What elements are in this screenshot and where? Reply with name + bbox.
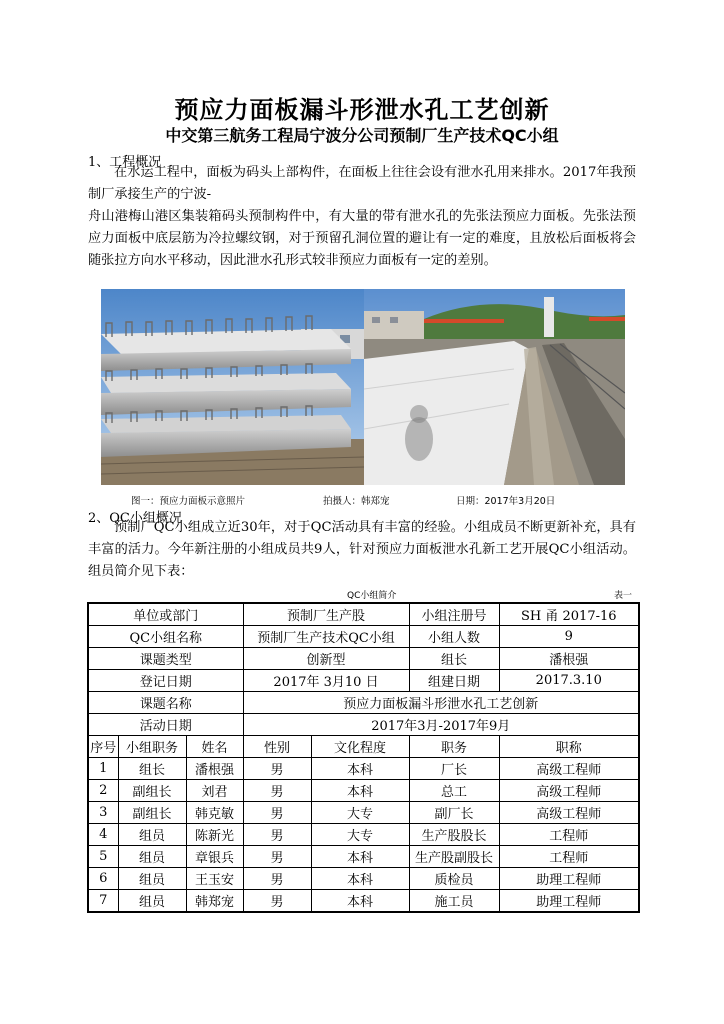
info-value: 预制厂生产股 xyxy=(243,603,409,626)
table-cell: 组长 xyxy=(118,758,186,780)
table-cell: 本科 xyxy=(311,758,409,780)
table-cell: 高级工程师 xyxy=(499,802,639,824)
table-cell: 生产股副股长 xyxy=(409,846,499,868)
info-label: 小组注册号 xyxy=(409,603,499,626)
table-cell: 组员 xyxy=(118,890,186,913)
column-header: 小组职务 xyxy=(118,736,186,758)
column-header: 职务 xyxy=(409,736,499,758)
info-label: 单位或部门 xyxy=(88,603,243,626)
info-value: 潘根强 xyxy=(499,648,639,670)
section1-paragraph-2: 舟山港梅山港区集装箱码头预制构件中，有大量的带有泄水孔的先张法预应力面板。先张法预应力面板中底层筋为冷拉螺纹钢，对于预留孔洞位置的避让有一定的难度，且放松后面板将会随张拉方向水平移动，因此泄水孔形式较非预应力面板有一定的差别。 xyxy=(88,209,636,268)
info-label: 组建日期 xyxy=(409,670,499,692)
column-header: 性别 xyxy=(243,736,311,758)
table-cell: 生产股股长 xyxy=(409,824,499,846)
table-caption: QC小组简介 xyxy=(347,591,397,601)
table-cell: 章银兵 xyxy=(186,846,243,868)
document-title: 预应力面板漏斗形泄水孔工艺创新 xyxy=(174,96,550,124)
info-label: QC小组名称 xyxy=(88,626,243,648)
table-cell: 2 xyxy=(88,780,118,802)
info-value: SH 甬 2017-16 xyxy=(499,603,639,626)
section1-paragraph-1: 在水运工程中，面板为码头上部构件，在面板上往往会设有泄水孔用来排水。2017年我预制厂承接生产的宁波- xyxy=(88,165,636,202)
table-cell: 高级工程师 xyxy=(499,780,639,802)
section1-heading: 1、工程概况 xyxy=(88,155,162,170)
table-cell: 1 xyxy=(88,758,118,780)
table-cell: 助理工程师 xyxy=(499,890,639,913)
table-cell: 施工员 xyxy=(409,890,499,913)
table-cell: 男 xyxy=(243,868,311,890)
info-label: 登记日期 xyxy=(88,670,243,692)
column-header: 文化程度 xyxy=(311,736,409,758)
column-header: 姓名 xyxy=(186,736,243,758)
table-cell: 7 xyxy=(88,890,118,913)
table-cell: 5 xyxy=(88,846,118,868)
table-row xyxy=(88,868,639,890)
topic-row xyxy=(88,692,639,714)
info-value: 2017年 3月10 日 xyxy=(243,670,409,692)
member-header-row xyxy=(88,736,639,758)
table-row xyxy=(88,824,639,846)
photo-production-yard xyxy=(364,289,625,485)
table-cell: 副组长 xyxy=(118,780,186,802)
document-subtitle: 中交第三航务工程局宁波分公司预制厂生产技术QC小组 xyxy=(165,126,559,145)
table-cell: 男 xyxy=(243,890,311,913)
table-cell: 总工 xyxy=(409,780,499,802)
table-cell: 男 xyxy=(243,824,311,846)
period-label: 活动日期 xyxy=(88,714,243,736)
table-cell: 刘君 xyxy=(186,780,243,802)
topic-label: 课题名称 xyxy=(88,692,243,714)
table-cell: 潘根强 xyxy=(186,758,243,780)
info-row xyxy=(88,626,639,648)
topic-value: 预应力面板漏斗形泄水孔工艺创新 xyxy=(243,692,639,714)
table-cell: 男 xyxy=(243,780,311,802)
table-cell: 助理工程师 xyxy=(499,868,639,890)
info-row xyxy=(88,648,639,670)
qc-group-table xyxy=(87,602,640,913)
photo-panel-stacks xyxy=(101,289,364,485)
table-label: 表一 xyxy=(614,591,633,601)
table-cell: 王玉安 xyxy=(186,868,243,890)
table-cell: 本科 xyxy=(311,868,409,890)
section1-body xyxy=(88,162,636,272)
info-value: 2017.3.10 xyxy=(499,670,639,692)
period-value: 2017年3月-2017年9月 xyxy=(243,714,639,736)
figure-photographer: 拍摄人：韩郑宠 xyxy=(323,496,390,507)
table-cell: 男 xyxy=(243,846,311,868)
table-cell: 高级工程师 xyxy=(499,758,639,780)
table-cell: 副厂长 xyxy=(409,802,499,824)
table-cell: 工程师 xyxy=(499,824,639,846)
panel-stacks-image xyxy=(101,289,364,485)
section2-heading: 2、QC小组概况 xyxy=(88,511,182,526)
info-row xyxy=(88,603,639,626)
table-cell: 厂长 xyxy=(409,758,499,780)
section2-body xyxy=(88,517,636,583)
table-row xyxy=(88,802,639,824)
table-cell: 韩郑宠 xyxy=(186,890,243,913)
table-cell: 质检员 xyxy=(409,868,499,890)
table-row xyxy=(88,890,639,913)
table-cell: 工程师 xyxy=(499,846,639,868)
table-cell: 男 xyxy=(243,802,311,824)
info-label: 课题类型 xyxy=(88,648,243,670)
table-cell: 陈新光 xyxy=(186,824,243,846)
table-cell: 男 xyxy=(243,758,311,780)
column-header: 序号 xyxy=(88,736,118,758)
table-cell: 大专 xyxy=(311,802,409,824)
info-label: 组长 xyxy=(409,648,499,670)
table-cell: 韩克敏 xyxy=(186,802,243,824)
table-cell: 组员 xyxy=(118,868,186,890)
info-label: 小组人数 xyxy=(409,626,499,648)
figure-caption: 图一：预应力面板示意照片 xyxy=(131,496,246,507)
table-cell: 组员 xyxy=(118,846,186,868)
info-value: 预制厂生产技术QC小组 xyxy=(243,626,409,648)
table-row xyxy=(88,758,639,780)
table-cell: 本科 xyxy=(311,846,409,868)
table-row xyxy=(88,846,639,868)
table-cell: 大专 xyxy=(311,824,409,846)
production-yard-image xyxy=(364,289,625,485)
table-cell: 本科 xyxy=(311,780,409,802)
member-rows xyxy=(88,758,639,913)
table-row xyxy=(88,780,639,802)
info-value: 创新型 xyxy=(243,648,409,670)
table-cell: 组员 xyxy=(118,824,186,846)
section2-paragraph: 预制厂QC小组成立近30年，对于QC活动具有丰富的经验。小组成员不断更新补充，具有丰富的活力。今年新注册的小组成员共9人，针对预应力面板泄水孔新工艺开展QC小组活动。组员简介见下表： xyxy=(88,520,636,579)
table-cell: 副组长 xyxy=(118,802,186,824)
table-cell: 6 xyxy=(88,868,118,890)
column-header: 职称 xyxy=(499,736,639,758)
table-cell: 本科 xyxy=(311,890,409,913)
table-cell: 3 xyxy=(88,802,118,824)
figure-date: 日期：2017年3月20日 xyxy=(456,496,556,507)
table-cell: 4 xyxy=(88,824,118,846)
period-row xyxy=(88,714,639,736)
info-value: 9 xyxy=(499,626,639,648)
info-row xyxy=(88,670,639,692)
